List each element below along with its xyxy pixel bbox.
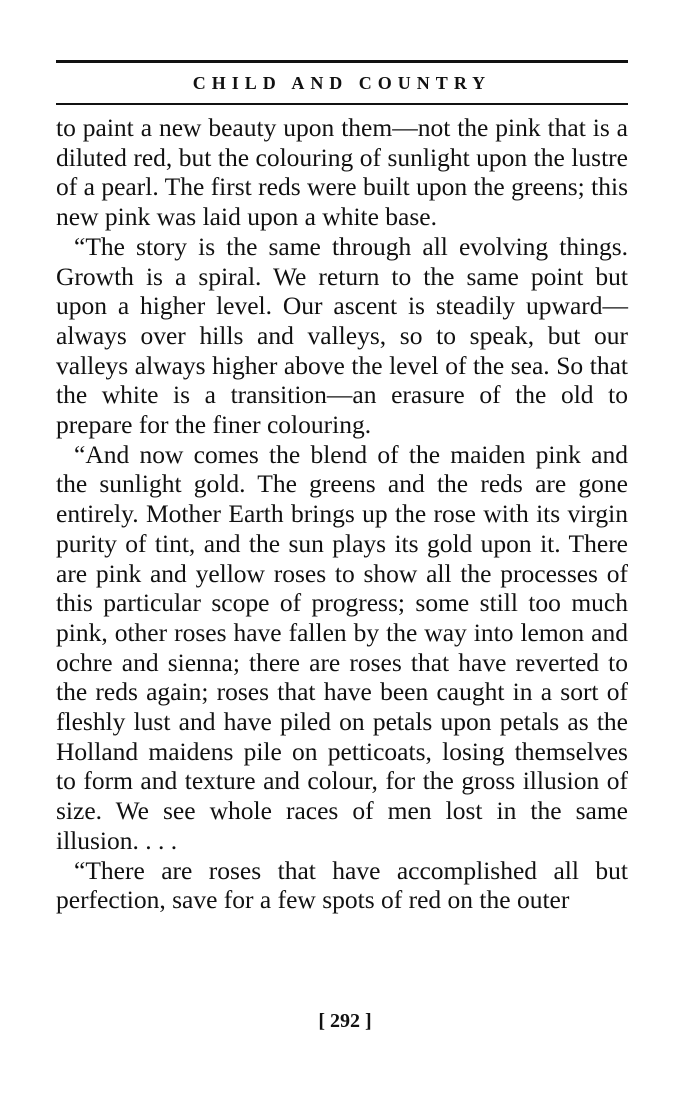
running-title: CHILD AND COUNTRY xyxy=(192,73,492,93)
page-number: [ 292 ] xyxy=(318,1010,372,1032)
paragraph: “And now comes the blend of the maiden pink and the sunlight gold. The greens and the reds are gone entirely. Mother Earth brings up the rose with its virgin purity of tint, and the sun plays its gold upon it. There are pink and yellow roses to show all the processes of this particular scope of progress; some still too much pink, other roses have fallen by the way into lemon and ochre and sienna; there are roses that have reverted to the reds again; roses that have been caught in a sort of fleshly lust and have piled on petals upon petals as the Holland maidens pile on petticoats, losing themselves to form and texture and colour, for the gross illusion of size. We see whole races of men lost in the same illusion. . . . xyxy=(56,439,628,855)
book-page xyxy=(56,60,628,915)
body-text xyxy=(56,113,628,915)
header-rule-bottom xyxy=(56,103,628,105)
paragraph: to paint a new beauty upon them—not the pink that is a diluted red, but the colouring of sunlight upon the lustre of a pearl. The first reds were built upon the greens; this new pink was laid upon a white base. xyxy=(56,113,628,232)
paragraph: “There are roses that have accomplished all but perfection, save for a few spots of red on the outer xyxy=(56,855,628,915)
paragraph: “The story is the same through all evolving things. Growth is a spiral. We return to the same point but upon a higher level. Our ascent is steadily upward—always over hills and valleys, so to speak, but our valleys always higher above the level of the sea. So that the white is a transition—an erasure of the old to prepare for the finer colouring. xyxy=(56,231,628,440)
